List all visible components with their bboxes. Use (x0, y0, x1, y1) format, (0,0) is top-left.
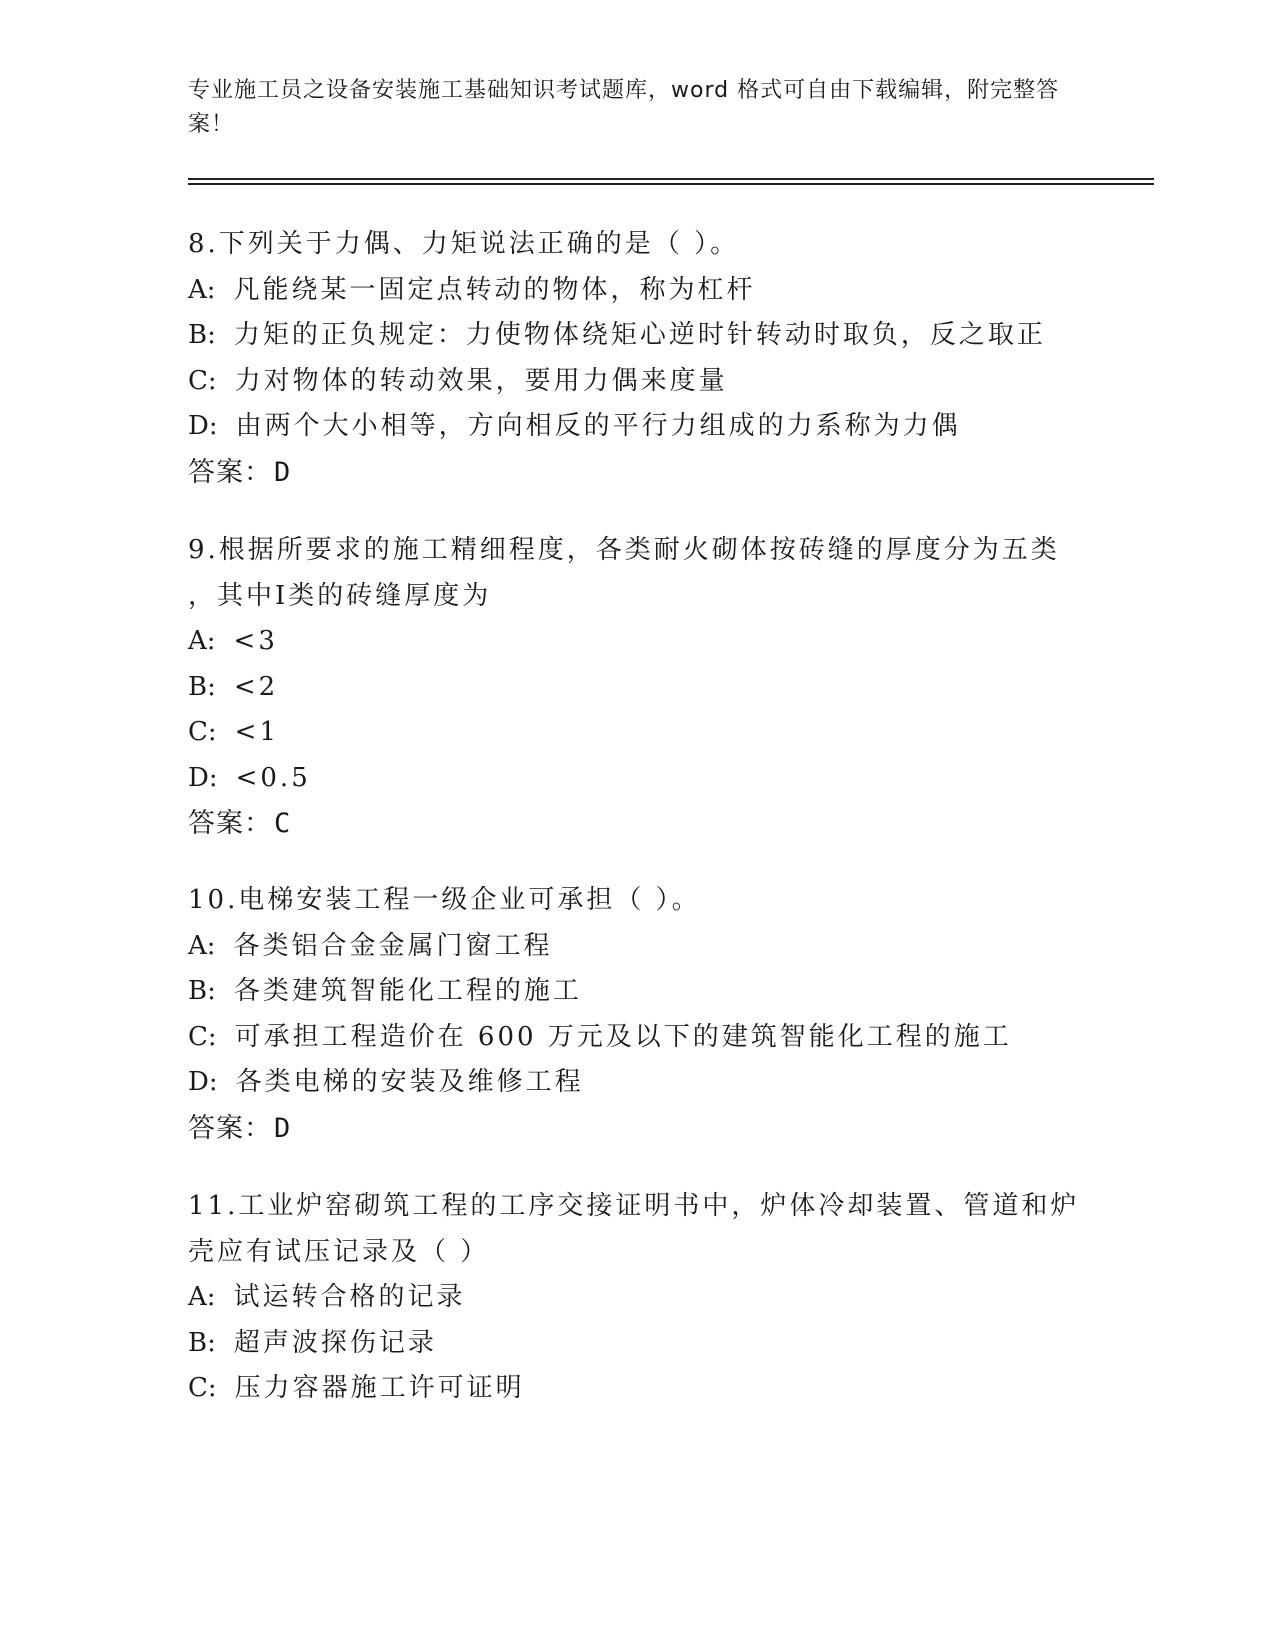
answer-value: C (274, 808, 292, 839)
question-10 (188, 878, 1088, 1151)
option-letter: A: (188, 930, 216, 961)
question-stem: 9.根据所要求的施工精细程度，各类耐火砌体按砖缝的厚度分为五类 (188, 535, 1060, 565)
question-8 (188, 222, 1088, 495)
answer-line (188, 450, 1088, 496)
option-letter: C: (188, 365, 217, 396)
answer-line (188, 1106, 1088, 1152)
option-a (188, 1275, 1088, 1321)
option-text: 各类铝合金金属门窗工程 (233, 930, 553, 961)
option-text: 力矩的正负规定：力使物体绕矩心逆时针转动时取负，反之取正 (233, 320, 1046, 350)
option-letter: B: (188, 320, 216, 350)
option-text: 压力容器施工许可证明 (234, 1373, 525, 1403)
header-divider-top (188, 178, 1154, 180)
option-d (188, 404, 1088, 450)
option-b (188, 665, 1088, 711)
option-letter: C: (188, 717, 217, 747)
document-header: 专业施工员之设备安装施工基础知识考试题库，word 格式可自由下载编辑，附完整答案！ (188, 78, 1060, 137)
option-text: <3 (233, 626, 278, 656)
option-letter: B: (188, 671, 216, 702)
option-letter: D: (188, 411, 218, 441)
header-divider-bottom (188, 183, 1154, 185)
option-a (188, 268, 1088, 314)
option-text: <0.5 (235, 762, 311, 793)
option-text: 超声波探伤记录 (233, 1327, 437, 1358)
option-letter: C: (188, 1373, 217, 1403)
answer-line (188, 801, 1088, 847)
question-11 (188, 1184, 1088, 1412)
answer-label: 答案： (188, 808, 272, 839)
option-c (188, 359, 1088, 405)
option-text: <1 (234, 717, 279, 747)
option-text: 可承担工程造价在 600 万元及以下的建筑智能化工程的施工 (234, 1021, 1012, 1052)
option-b (188, 313, 1088, 359)
option-text: 由两个大小相等，方向相反的平行力组成的力系称为力偶 (235, 411, 961, 441)
answer-value: D (274, 1112, 292, 1144)
option-letter: A: (188, 274, 216, 305)
question-stem-continued: 壳应有试压记录及（ ） (188, 1236, 490, 1267)
option-letter: D: (188, 762, 218, 793)
option-text: <2 (233, 671, 279, 702)
option-letter: C: (188, 1021, 217, 1052)
option-letter: B: (188, 976, 216, 1006)
option-d (188, 1060, 1088, 1106)
option-a (188, 619, 1088, 665)
option-c (188, 1366, 1088, 1412)
question-stem: 10.电梯安装工程一级企业可承担（ ）。 (188, 885, 701, 915)
option-text: 力对物体的转动效果，要用力偶来度量 (234, 365, 728, 396)
answer-label: 答案： (188, 1112, 272, 1144)
question-stem-continued: ，其中Ⅰ类的砖缝厚度为 (188, 580, 492, 611)
option-text: 各类电梯的安装及维修工程 (235, 1067, 584, 1097)
question-9 (188, 528, 1088, 847)
option-letter: D: (188, 1067, 218, 1097)
option-letter: A: (188, 626, 216, 656)
option-b (188, 1321, 1088, 1367)
question-stem: 8.下列关于力偶、力矩说法正确的是（ ）。 (188, 229, 740, 259)
option-a (188, 924, 1088, 970)
option-letter: A: (188, 1282, 216, 1312)
option-b (188, 969, 1088, 1015)
option-d (188, 756, 1088, 802)
option-text: 试运转合格的记录 (233, 1282, 466, 1312)
option-c (188, 710, 1088, 756)
question-stem: 11.工业炉窑砌筑工程的工序交接证明书中，炉体冷却装置、管道和炉 (188, 1191, 1080, 1221)
option-text: 各类建筑智能化工程的施工 (233, 976, 582, 1006)
answer-label: 答案： (188, 456, 272, 488)
option-letter: B: (188, 1327, 216, 1358)
option-c (188, 1015, 1088, 1061)
answer-value: D (274, 456, 292, 488)
option-text: 凡能绕某一固定点转动的物体，称为杠杆 (233, 274, 756, 305)
